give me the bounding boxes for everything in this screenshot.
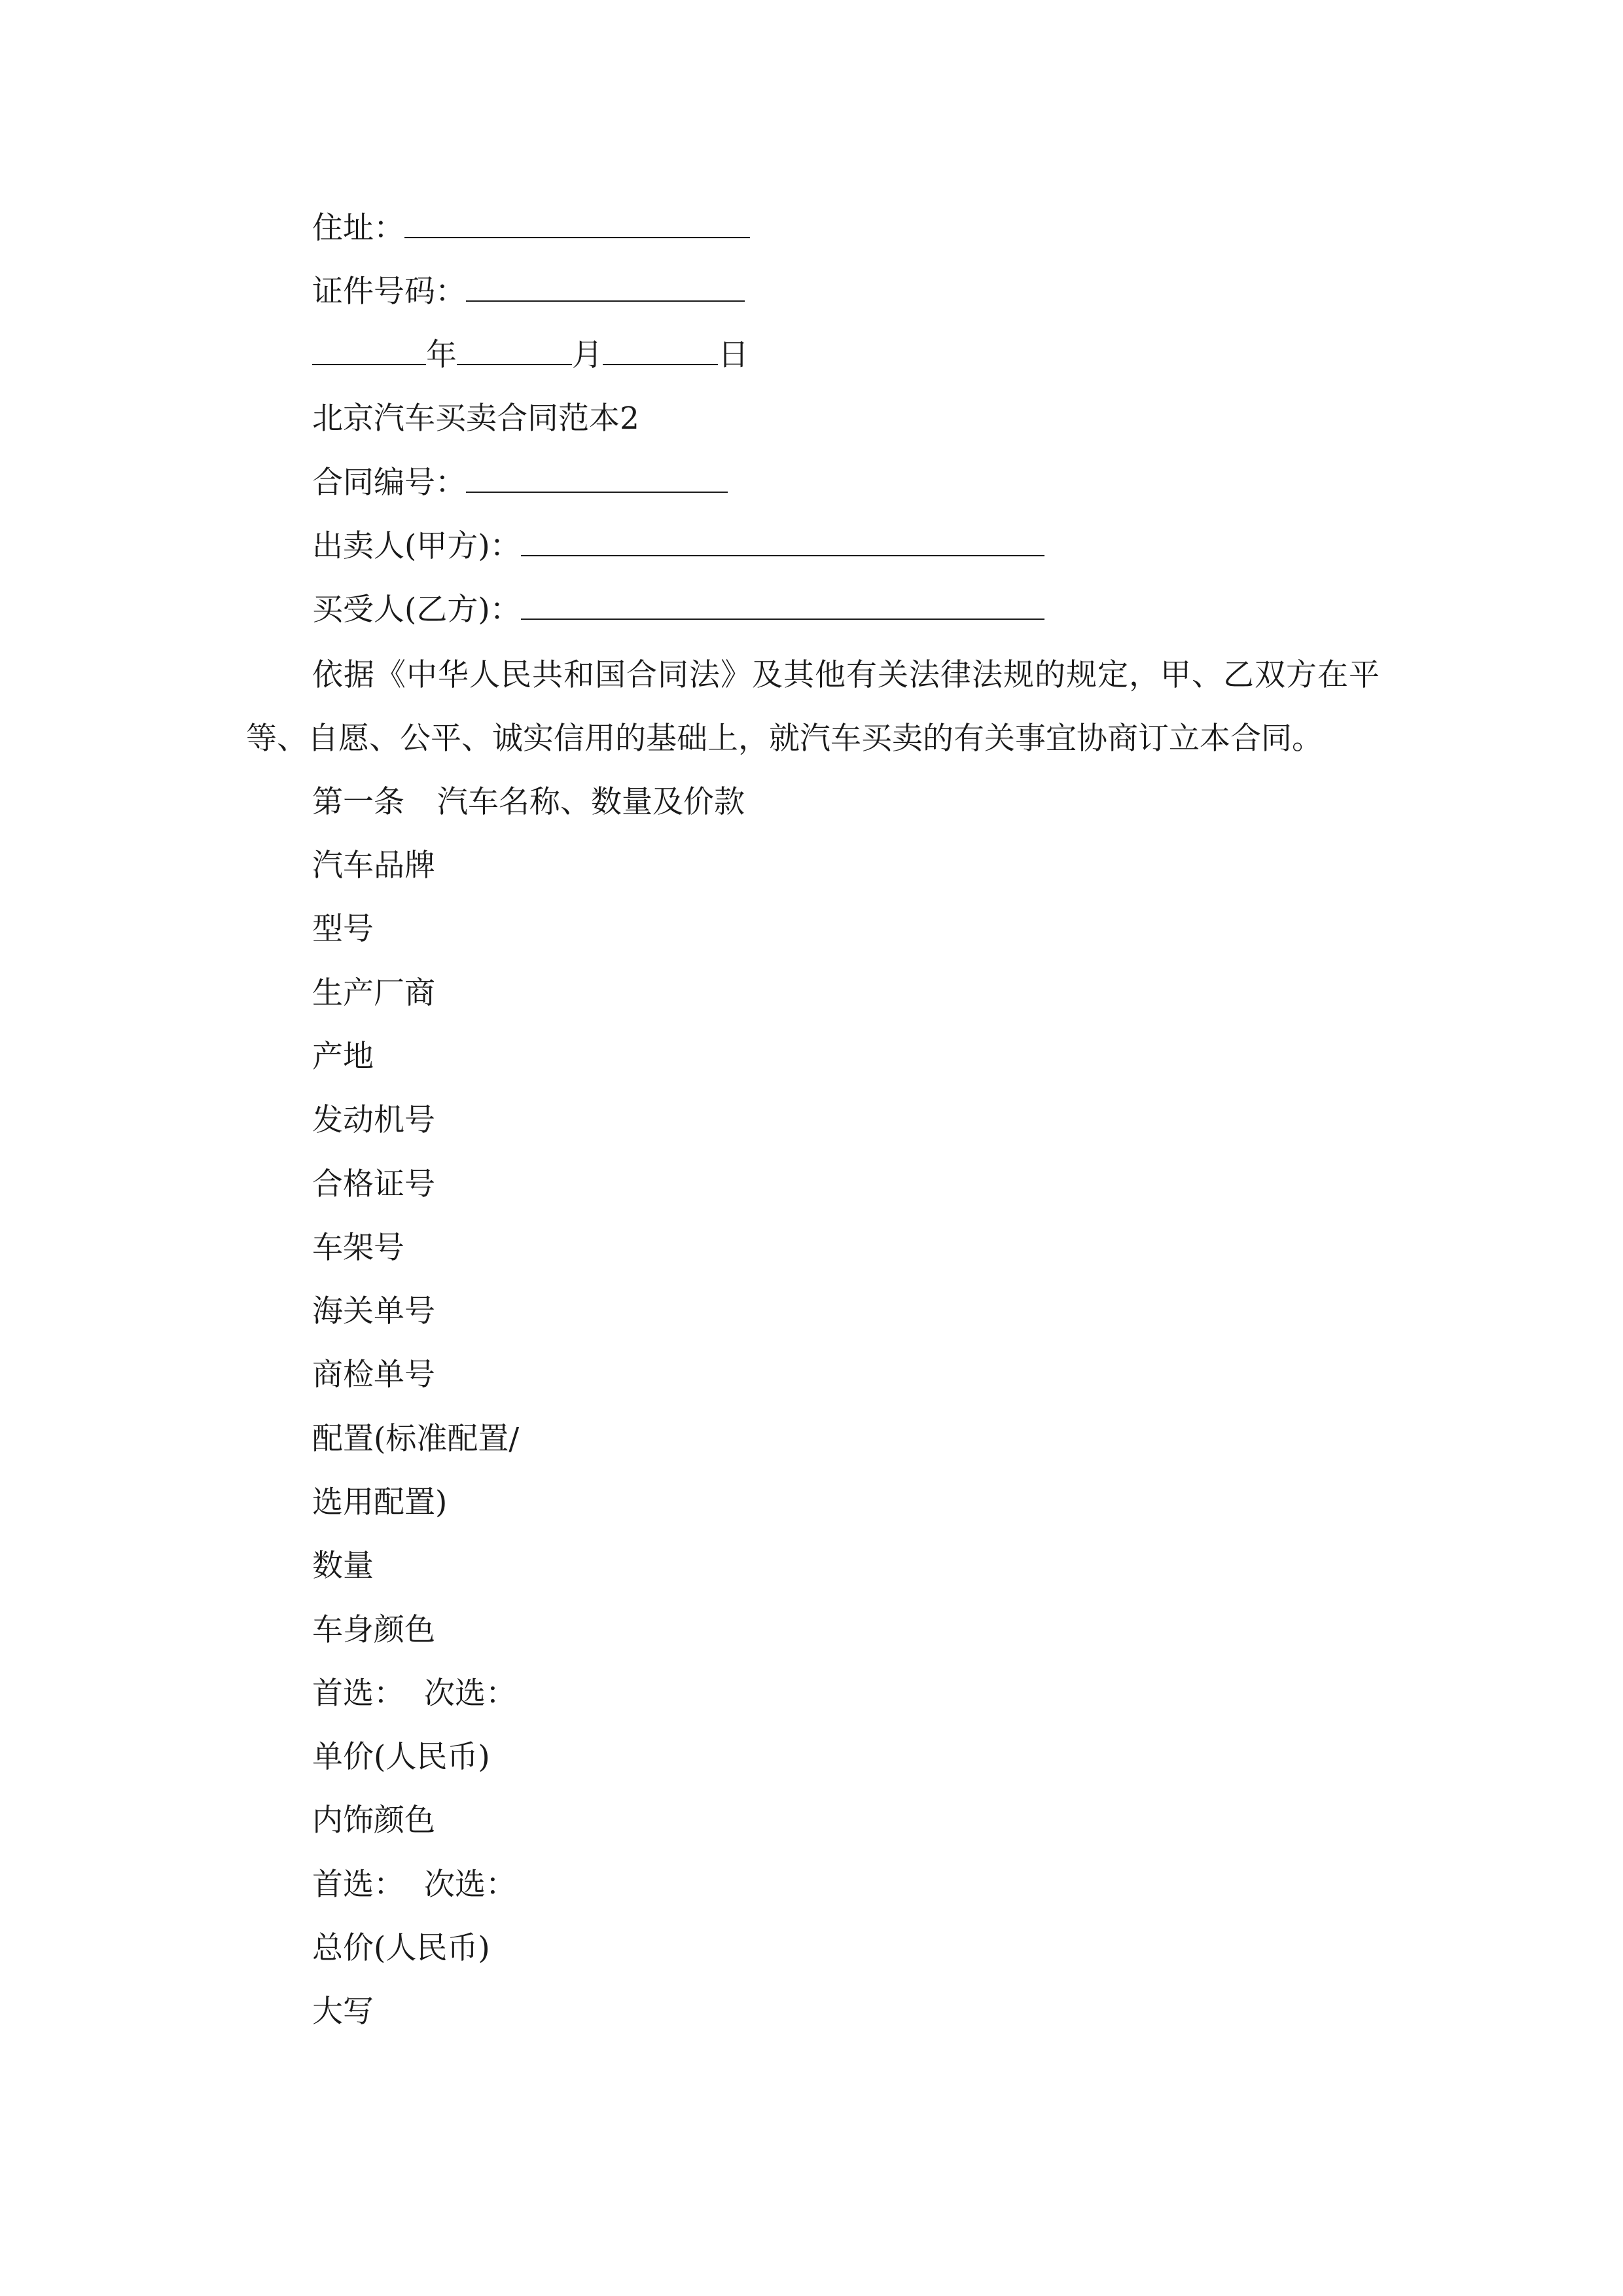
year-label: 年 [426,337,457,373]
contract-title: 北京汽车买卖合同范本2 [312,401,639,437]
article-title: 汽车名称、数量及价款 [437,784,745,820]
field-unit-price: 单价(人民币) [312,1739,490,1775]
field-inspection-number: 商检单号 [312,1357,435,1393]
body-color-choice-line [312,1674,516,1713]
month-blank [457,335,572,365]
id-number-line [312,272,745,311]
day-blank [603,335,718,365]
contract-number-label: 合同编号： [312,465,466,501]
field-body-color: 车身颜色 [312,1612,435,1648]
first-choice-label: 首选： [312,1867,404,1903]
field-quantity: 数量 [312,1548,374,1584]
id-number-label: 证件号码： [312,274,466,310]
preamble-paragraph: 依据《中华人民共和国合同法》及其他有关法律法规的规定，甲、乙双方在平等、自愿、公平、诚实信用的基础上，就汽车买卖的有关事宜协商订立本合同。 [246,657,1380,757]
article-one-heading [312,783,745,822]
field-configuration-cont: 选用配置) [312,1484,448,1520]
field-brand: 汽车品牌 [312,848,435,884]
field-origin: 产地 [312,1039,374,1075]
buyer-line [312,590,1044,629]
seller-blank [521,526,1044,556]
field-manufacturer: 生产厂商 [312,975,435,1011]
field-customs-number: 海关单号 [312,1293,435,1329]
article-number: 第一条 [312,784,404,820]
second-choice-label: 次选： [424,1867,516,1903]
field-total-price: 总价(人民币) [312,1930,490,1966]
interior-color-choice-line [312,1865,516,1905]
month-label: 月 [572,337,603,373]
contract-number-blank [466,463,728,493]
date-line [312,335,749,374]
field-model: 型号 [312,911,374,947]
seller-label: 出卖人(甲方)： [312,528,521,564]
buyer-blank [521,590,1044,620]
field-configuration: 配置(标准配置/ [312,1421,520,1457]
address-line [312,208,750,247]
buyer-label: 买受人(乙方)： [312,592,521,628]
address-label: 住址： [312,210,404,246]
address-blank [404,208,750,238]
first-choice-label: 首选： [312,1676,404,1712]
year-blank [312,335,426,365]
field-frame-number: 车架号 [312,1230,404,1266]
id-number-blank [466,272,745,302]
second-choice-label: 次选： [424,1676,516,1712]
day-label: 日 [718,337,749,373]
field-interior-color: 内饰颜色 [312,1803,435,1839]
contract-number-line [312,463,728,502]
seller-line [312,526,1044,565]
field-amount-in-words: 大写 [312,1994,374,2030]
field-certificate-number: 合格证号 [312,1166,435,1202]
field-engine-number: 发动机号 [312,1102,435,1138]
